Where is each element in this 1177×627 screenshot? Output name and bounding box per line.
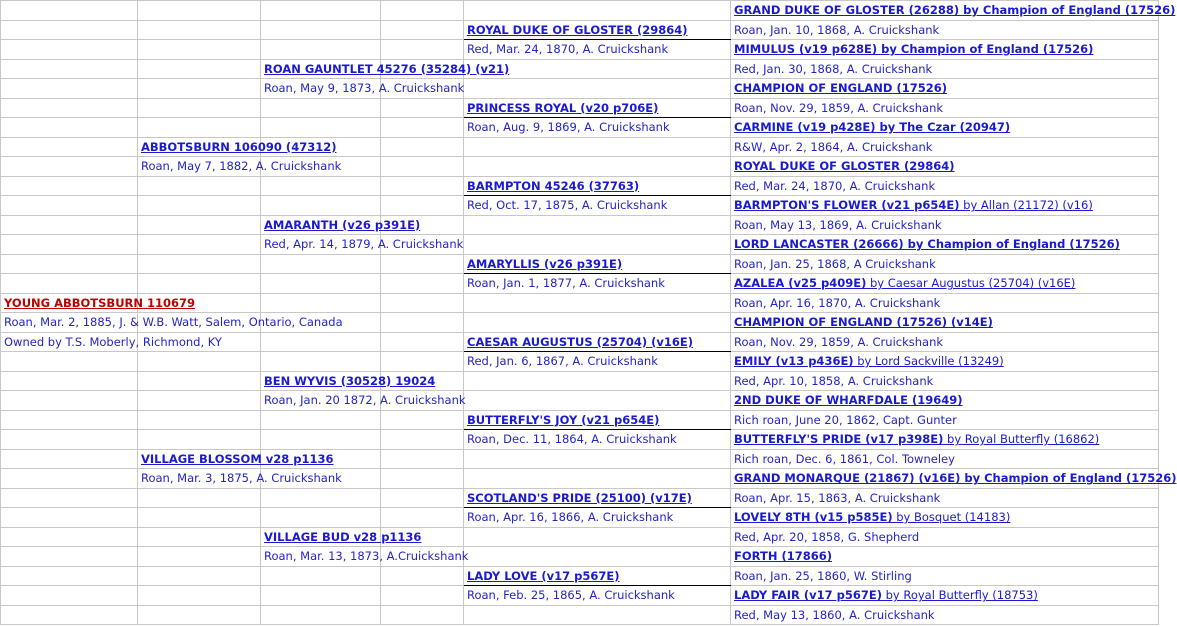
pedigree-cell [464,118,731,138]
pedigree-cell [1,235,138,255]
great-grandparent-info: Roan, Aug. 9, 1869, A. Cruickshank [467,120,670,135]
pedigree-cell [381,196,464,216]
pedigree-cell [261,79,465,99]
pedigree-row [1,449,1159,469]
pedigree-row [1,20,1159,40]
pedigree-cell [1,196,138,216]
pedigree-cell [138,79,261,99]
great-grandparent-info: Roan, Jan. 1, 1877, A. Cruickshank [467,276,665,291]
pedigree-cell [381,410,464,430]
pedigree-cell [1,469,138,489]
ancestor-name-link[interactable]: CHAMPION OF ENGLAND (17526) (v14E) [734,315,993,330]
subject-owner: Owned by T.S. Moberly, Richmond, KY [4,334,222,349]
pedigree-cell [261,20,381,40]
pedigree-cell [138,274,261,294]
great-grandparent-info: Red, Jan. 6, 1867, A. Cruickshank [467,354,658,369]
pedigree-cell [138,566,261,586]
pedigree-cell [381,118,464,138]
pedigree-cell [138,586,261,606]
pedigree-cell [138,605,261,625]
pedigree-row [1,371,1159,391]
pedigree-cell [381,293,464,313]
pedigree-row [1,79,1159,99]
ancestor-info: Roan, Jan. 10, 1868, A. Cruickshank [734,22,940,37]
pedigree-cell [731,449,1159,469]
grandparent-info: Roan, Mar. 13, 1873, A.Cruickshank [264,549,469,564]
ancestor-name-link[interactable]: CARMINE (v19 p428E) by The Czar (20947) [734,120,1011,135]
pedigree-cell [261,508,381,528]
pedigree-cell [464,313,731,333]
pedigree-cell [731,235,1159,255]
pedigree-cell [1,215,138,235]
pedigree-cell [464,410,731,430]
pedigree-cell [261,488,381,508]
pedigree-cell [138,157,342,177]
pedigree-cell [138,410,261,430]
pedigree-row [1,1,1159,21]
pedigree-cell [731,215,1159,235]
pedigree-cell [1,118,138,138]
pedigree-cell [1,332,222,352]
pedigree-cell [731,332,1159,352]
pedigree-cell [731,488,1159,508]
pedigree-cell [1,40,138,60]
pedigree-cell [731,59,1159,79]
pedigree-cell [261,293,381,313]
ancestor-info: Red, Jan. 30, 1868, A. Cruickshank [734,61,933,76]
pedigree-cell [731,137,1159,157]
pedigree-cell [731,313,1159,333]
pedigree-cell [464,293,731,313]
great-grandparent-name-link[interactable]: ROYAL DUKE OF GLOSTER (29864) [467,22,688,37]
ancestor-info: Roan, Apr. 16, 1870, A. Cruickshank [734,295,941,310]
grandparent-name-link[interactable]: ROAN GAUNTLET 45276 (35284) (v21) [264,61,510,76]
subject-info: Roan, Mar. 2, 1885, J. & W.B. Watt, Salem, Ontario, Canada [4,315,343,330]
pedigree-cell [381,508,464,528]
pedigree-cell [464,235,731,255]
pedigree-cell [138,98,261,118]
pedigree-cell [1,391,138,411]
pedigree-row [1,527,1159,547]
pedigree-cell [138,118,261,138]
ancestor-name-link[interactable]: LOVELY 8TH (v15 p585E) [734,510,893,525]
pedigree-cell [1,20,138,40]
pedigree-cell [731,176,1159,196]
pedigree-cell [138,469,342,489]
pedigree-row [1,410,1159,430]
pedigree-cell [1,176,138,196]
pedigree-cell [464,586,731,606]
pedigree-row [1,137,1159,157]
parent-name-link[interactable]: ABBOTSBURN 106090 (47312) [141,139,337,154]
ancestor-name-link[interactable]: FORTH (17866) [734,549,832,564]
ancestor-name-link[interactable]: ROYAL DUKE OF GLOSTER (29864) [734,159,955,174]
pedigree-cell [464,430,731,450]
pedigree-row [1,98,1159,118]
pedigree-row [1,254,1159,274]
pedigree-row [1,430,1159,450]
ancestor-info: Roan, Nov. 29, 1859, A. Cruickshank [734,100,944,115]
pedigree-cell [731,352,1159,372]
pedigree-cell [381,254,464,274]
pedigree-cell [731,274,1159,294]
pedigree-row [1,40,1159,60]
pedigree-cell [464,352,731,372]
pedigree-cell [731,527,1159,547]
pedigree-cell [464,605,731,625]
ancestor-info: Red, Mar. 24, 1870, A. Cruickshank [734,178,936,193]
ancestor-name-link[interactable]: LORD LANCASTER (26666) by Champion of England (17526) [734,237,1120,252]
pedigree-cell [731,566,1159,586]
pedigree-cell [138,430,261,450]
pedigree-cell [464,547,731,567]
pedigree-cell [464,137,731,157]
pedigree-cell [1,371,138,391]
great-grandparent-info: Red, Oct. 17, 1875, A. Cruickshank [467,198,668,213]
ancestor-info: Rich roan, Dec. 6, 1861, Col. Towneley [734,451,955,466]
pedigree-cell [381,313,464,333]
pedigree-cell [1,79,138,99]
pedigree-cell [731,547,1159,567]
pedigree-cell [1,586,138,606]
pedigree-cell [138,59,261,79]
pedigree-cell [381,469,464,489]
pedigree-row [1,547,1159,567]
pedigree-cell [138,20,261,40]
pedigree-cell [464,157,731,177]
pedigree-cell [261,430,381,450]
pedigree-row [1,118,1159,138]
pedigree-cell [261,118,381,138]
grandparent-name-link[interactable]: VILLAGE BUD v28 p1136 [264,529,422,544]
ancestor-info: Roan, Jan. 25, 1860, W. Stirling [734,568,912,583]
pedigree-cell [464,196,731,216]
pedigree-cell [1,293,196,313]
pedigree-cell [138,488,261,508]
ancestor-name-link[interactable]: BARMPTON'S FLOWER (v21 p654E) [734,198,960,213]
pedigree-cell [1,449,138,469]
pedigree-cell [261,410,381,430]
pedigree-cell [731,410,1159,430]
pedigree-cell [1,313,343,333]
pedigree-cell [261,547,469,567]
pedigree-row [1,196,1159,216]
pedigree-row [1,176,1159,196]
ancestor-info: Red, May 13, 1860, A. Cruickshank [734,607,935,622]
pedigree-cell [381,352,464,372]
pedigree-row [1,391,1159,411]
pedigree-cell [464,488,731,508]
great-grandparent-info: Red, Mar. 24, 1870, A. Cruickshank [467,42,669,57]
pedigree-cell [261,332,381,352]
grandparent-name-link[interactable]: BEN WYVIS (30528) 19024 [264,373,436,388]
great-grandparent-name-link[interactable]: LADY LOVE (v17 p567E) [467,568,620,583]
great-grandparent-name-link[interactable]: BARMPTON 45246 (37763) [467,178,640,193]
ancestor-info: Red, Apr. 10, 1858, A. Cruickshank [734,373,934,388]
pedigree-cell [381,449,464,469]
pedigree-cell [381,98,464,118]
pedigree-cell [464,469,731,489]
pedigree-cell [138,352,261,372]
pedigree-cell [138,1,261,21]
pedigree-cell [381,176,464,196]
ancestor-info: Roan, Jan. 25, 1868, A Cruickshank [734,256,936,271]
pedigree-cell [1,59,138,79]
pedigree-cell [261,527,422,547]
pedigree-cell [261,98,381,118]
pedigree-cell [731,157,1159,177]
pedigree-cell [381,586,464,606]
pedigree-cell [731,371,1159,391]
pedigree-cell [464,274,731,294]
pedigree-cell [464,391,731,411]
parent-info: Roan, Mar. 3, 1875, A. Cruickshank [141,471,342,486]
pedigree-cell [138,449,334,469]
pedigree-cell [464,176,731,196]
parent-name-link[interactable]: VILLAGE BLOSSOM v28 p1136 [141,451,334,466]
ancestor-info: Rich roan, June 20, 1862, Capt. Gunter [734,412,957,427]
ancestor-info: Roan, Nov. 29, 1859, A. Cruickshank [734,334,944,349]
pedigree-cell [1,1,138,21]
pedigree-cell [464,332,731,352]
great-grandparent-name-link[interactable]: PRINCESS ROYAL (v20 p706E) [467,100,659,115]
pedigree-cell [1,98,138,118]
sire-link[interactable]: by Allan (21172) (v16) [959,198,1093,213]
ancestor-name-link[interactable]: BUTTERFLY'S PRIDE (v17 p398E) [734,432,944,447]
grandparent-info: Roan, May 9, 1873, A. Cruickshank [264,81,465,96]
sire-link[interactable]: by Lord Sackville (13249) [853,354,1004,369]
pedigree-cell [261,59,510,79]
pedigree-cell [261,605,381,625]
grandparent-info: Red, Apr. 14, 1879, A. Cruickshank [264,237,464,252]
pedigree-cell [1,410,138,430]
pedigree-body [1,1,1177,625]
pedigree-cell [138,215,261,235]
pedigree-cell [731,469,1177,489]
pedigree-cell [381,566,464,586]
grandparent-info: Roan, Jan. 20 1872, A. Cruickshank [264,393,466,408]
pedigree-cell [261,40,381,60]
pedigree-cell [138,196,261,216]
pedigree-cell [464,40,731,60]
pedigree-cell [381,274,464,294]
pedigree-cell [261,254,381,274]
pedigree-cell [138,371,261,391]
pedigree-cell [138,527,261,547]
pedigree-cell [381,332,464,352]
pedigree-cell [1,527,138,547]
pedigree-cell [261,586,381,606]
pedigree-cell [138,508,261,528]
pedigree-cell [381,157,464,177]
ancestor-info: Roan, Apr. 15, 1863, A. Cruickshank [734,490,941,505]
sire-link[interactable]: by Caesar Augustus (25704) (v16E) [866,276,1076,291]
pedigree-cell [464,527,731,547]
pedigree-cell [261,215,421,235]
pedigree-cell [731,605,1159,625]
pedigree-cell [731,40,1159,60]
pedigree-cell [381,1,464,21]
pedigree-cell [464,1,731,21]
pedigree-cell [731,586,1159,606]
pedigree-cell [1,508,138,528]
pedigree-cell [1,605,138,625]
pedigree-row [1,586,1159,606]
ancestor-name-link[interactable]: GRAND MONARQUE (21867) (v16E) by Champion of England (17526) [734,471,1177,486]
ancestor-name-link[interactable]: MIMULUS (v19 p628E) by Champion of England (17526) [734,42,1094,57]
pedigree-cell [731,79,1159,99]
grandparent-name-link[interactable]: AMARANTH (v26 p391E) [264,217,421,232]
pedigree-cell [261,196,381,216]
ancestor-info: Roan, May 13, 1869, A. Cruickshank [734,217,942,232]
sire-link[interactable]: by Bosquet (14183) [892,510,1011,525]
pedigree-row [1,293,1159,313]
ancestor-name-link[interactable]: AZALEA (v25 p409E) [734,276,867,291]
ancestor-info: R&W, Apr. 2, 1864, A. Cruickshank [734,139,933,154]
pedigree-row [1,566,1159,586]
ancestor-info: Red, Apr. 20, 1858, G. Shepherd [734,529,920,544]
pedigree-cell [261,176,381,196]
pedigree-row [1,469,1159,489]
subject-name-link[interactable]: YOUNG ABBOTSBURN 110679 [4,295,196,310]
pedigree-cell [464,20,731,40]
pedigree-row [1,508,1159,528]
pedigree-cell [731,118,1159,138]
pedigree-cell [261,352,381,372]
pedigree-cell [138,235,261,255]
pedigree-cell [381,137,464,157]
pedigree-cell [381,488,464,508]
pedigree-row [1,59,1159,79]
parent-info: Roan, May 7, 1882, A. Cruickshank [141,159,342,174]
pedigree-cell [261,391,466,411]
pedigree-cell [1,547,138,567]
great-grandparent-info: Roan, Dec. 11, 1864, A. Cruickshank [467,432,677,447]
great-grandparent-name-link[interactable]: BUTTERFLY'S JOY (v21 p654E) [467,412,660,427]
pedigree-row [1,605,1159,625]
pedigree-cell [464,449,731,469]
pedigree-cell [138,547,261,567]
pedigree-cell [138,137,337,157]
pedigree-cell [381,20,464,40]
pedigree-row [1,488,1159,508]
pedigree-cell [1,274,138,294]
pedigree-cell [464,98,731,118]
pedigree-row [1,215,1159,235]
great-grandparent-info: Roan, Feb. 25, 1865, A. Cruickshank [467,588,675,603]
pedigree-cell [731,430,1159,450]
pedigree-cell [1,157,138,177]
pedigree-row [1,235,1159,255]
pedigree-cell [731,391,1159,411]
pedigree-cell [381,40,464,60]
pedigree-cell [1,352,138,372]
pedigree-cell [1,430,138,450]
pedigree-cell [731,98,1159,118]
ancestor-name-link[interactable]: CHAMPION OF ENGLAND (17526) [734,81,947,96]
sire-link[interactable]: by Royal Butterfly (16862) [943,432,1100,447]
sire-link[interactable]: by Royal Butterfly (18753) [881,588,1038,603]
pedigree-cell [1,566,138,586]
pedigree-cell [138,40,261,60]
pedigree-cell [731,20,1159,40]
pedigree-row [1,274,1159,294]
pedigree-row [1,332,1159,352]
great-grandparent-name-link[interactable]: CAESAR AUGUSTUS (25704) (v16E) [467,334,694,349]
pedigree-cell [261,274,381,294]
pedigree-cell [731,254,1159,274]
pedigree-cell [731,293,1159,313]
pedigree-cell [464,254,731,274]
great-grandparent-name-link[interactable]: AMARYLLIS (v26 p391E) [467,256,623,271]
great-grandparent-name-link[interactable]: SCOTLAND'S PRIDE (25100) (v17E) [467,490,692,505]
pedigree-cell [731,196,1159,216]
pedigree-cell [464,79,731,99]
pedigree-cell [261,371,436,391]
pedigree-cell [1,137,138,157]
pedigree-cell [464,566,731,586]
pedigree-cell [138,176,261,196]
pedigree-cell [464,215,731,235]
pedigree-cell [261,566,381,586]
pedigree-row [1,352,1159,372]
pedigree-cell [138,391,261,411]
pedigree-cell [464,508,731,528]
pedigree-cell [1,488,138,508]
ancestor-name-link[interactable]: GRAND DUKE OF GLOSTER (26288) by Champion of England (17526) [734,3,1176,18]
ancestor-name-link[interactable]: LADY FAIR (v17 p567E) [734,588,882,603]
ancestor-name-link[interactable]: EMILY (v13 p436E) [734,354,854,369]
pedigree-cell [381,605,464,625]
ancestor-name-link[interactable]: 2ND DUKE OF WHARFDALE (19649) [734,393,963,408]
pedigree-cell [1,254,138,274]
pedigree-cell [731,508,1159,528]
pedigree-cell [261,235,464,255]
pedigree-row [1,313,1159,333]
pedigree-cell [381,430,464,450]
pedigree-cell [261,1,381,21]
great-grandparent-info: Roan, Apr. 16, 1866, A. Cruickshank [467,510,674,525]
pedigree-cell [138,254,261,274]
pedigree-cell [464,371,731,391]
pedigree-row [1,157,1159,177]
pedigree-cell [731,1,1176,21]
